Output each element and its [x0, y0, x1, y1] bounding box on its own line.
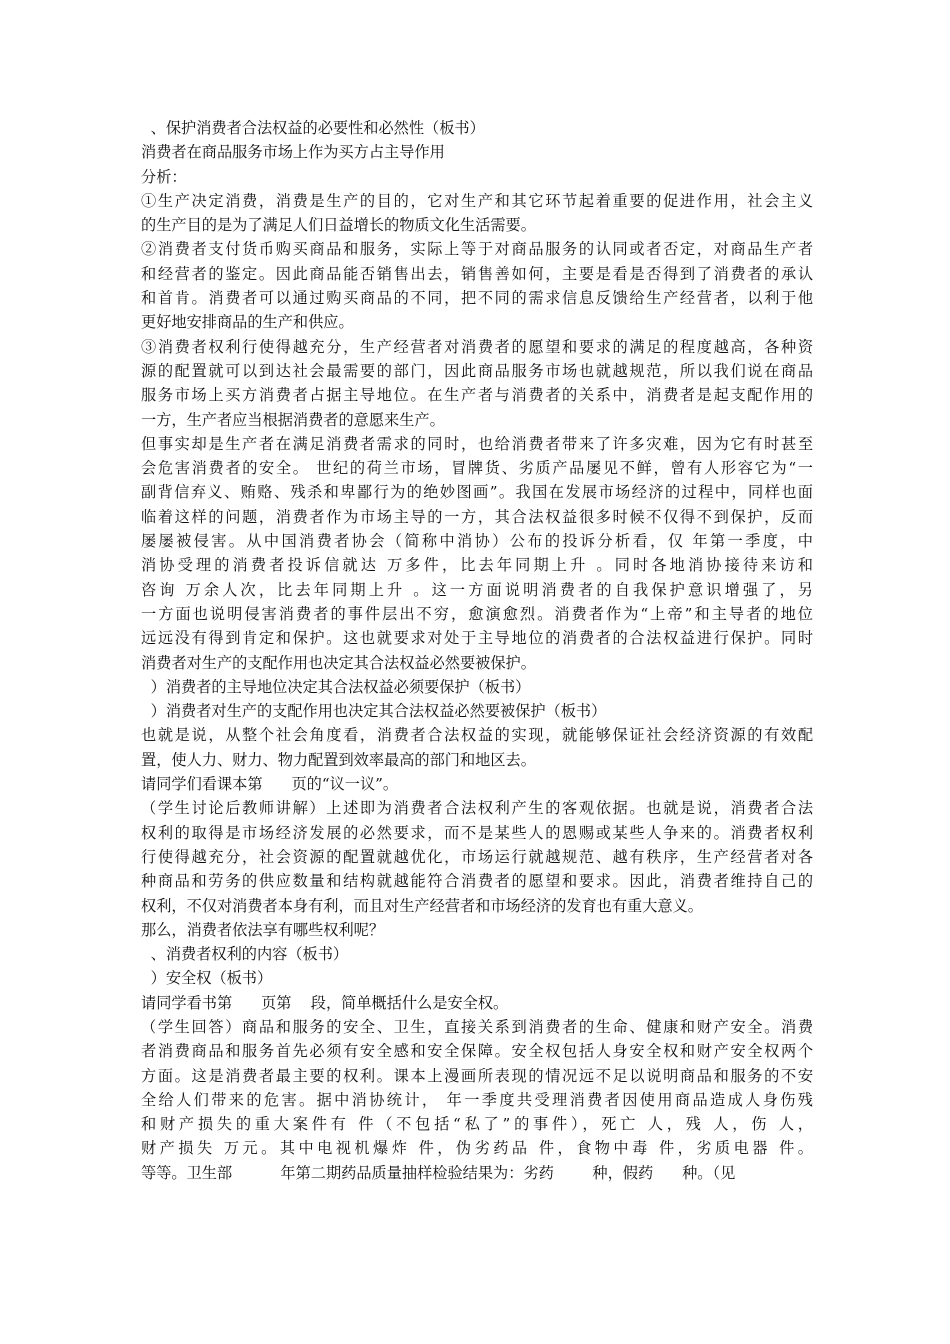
text-line: ①生产决定消费，消费是生产的目的，它对生产和其它环节起着重要的促进作用，社会主义 — [141, 191, 813, 210]
text-line: 服务市场上买方消费者占据主导地位。在生产者与消费者的关系中，消费者是起支配作用的 — [141, 386, 813, 405]
text-line: 副背信弃义、贿赂、残杀和卑鄙行为的绝妙图画”。我国在发展市场经济的过程中，同样也面 — [141, 483, 813, 502]
text-line: ）安全权（板书） — [141, 969, 273, 988]
text-line: 分析： — [141, 167, 187, 186]
text-line: ②消费者支付货币购买商品和服务，实际上等于对商品服务的认同或者否定，对商品生产者 — [141, 240, 813, 259]
text-line: （学生回答）商品和服务的安全、卫生，直接关系到消费者的生命、健康和财产安全。消费 — [141, 1017, 813, 1036]
text-line: ）消费者的主导地位决定其合法权益必须要保护（板书） — [141, 677, 531, 696]
text-line: 远远没有得到肯定和保护。这也就要求对处于主导地位的消费者的合法权益进行保护。同时 — [141, 629, 813, 648]
text-line: 权利的取得是市场经济发展的必然要求，而不是某些人的恩赐或某些人争来的。消费者权利 — [141, 823, 813, 842]
text-line: 请同学看书第 页第 段，简单概括什么是安全权。 — [141, 993, 509, 1012]
text-line: 权利，不仅对消费者本身有利，而且对生产经营者和市场经济的发育也有重大意义。 — [141, 896, 703, 915]
text-line: 和财产损失的重大案件有 件（不包括“私了”的事件），死亡 人，残 人，伤 人， — [141, 1115, 813, 1134]
text-line: 一方，生产者应当根据消费者的意愿来生产。 — [141, 410, 445, 429]
text-line: 的生产目的是为了满足人们日益增长的物质文化生活需要。 — [141, 216, 536, 235]
text-line: 、保护消费者合法权益的必要性和必然性（板书） — [141, 119, 485, 137]
text-line: 、消费者权利的内容（板书） — [141, 945, 349, 964]
text-line: 消协受理的消费者投诉信就达 万多件，比去年同期上升 。同时各地消协接待来访和 — [141, 556, 813, 575]
text-line: 方面。这是消费者最主要的权利。课本上漫画所表现的情况远不足以说明商品和服务的不安 — [141, 1066, 813, 1085]
text-line: 一方面也说明侵害消费者的事件层出不穷，愈演愈烈。消费者作为“上帝”和主导者的地位 — [141, 604, 813, 623]
text-line: 置，使人力、财力、物力配置到效率最高的部门和地区去。 — [141, 750, 536, 769]
text-line: 消费者在商品服务市场上作为买方占主导作用 — [141, 143, 445, 162]
text-line: 咨询 万余人次，比去年同期上升 。这一方面说明消费者的自我保护意识增强了，另 — [141, 580, 813, 599]
text-line: 请同学们看课本第 页的“议一议”。 — [141, 775, 399, 794]
text-line: 也就是说，从整个社会角度看，消费者合法权益的实现，就能够保证社会经济资源的有效配 — [141, 726, 813, 745]
text-line: 者消费商品和服务首先必须有安全感和安全保障。安全权包括人身安全权和财产安全权两个 — [141, 1042, 813, 1061]
text-line: 种商品和劳务的供应数量和结构就越能符合消费者的愿望和要求。因此，消费者维持自己的 — [141, 872, 813, 891]
text-line: 财产损失 万元。其中电视机爆炸 件，伪劣药品 件，食物中毒 件，劣质电器 件。 — [141, 1139, 813, 1158]
text-line: 那么，消费者依法享有哪些权利呢？ — [141, 920, 384, 939]
document-page — [141, 116, 813, 1185]
text-line: 但事实却是生产者在满足消费者需求的同时，也给消费者带来了许多灾难，因为它有时甚至 — [141, 434, 813, 453]
text-line: 等等。卫生部 年第二期药品质量抽样检验结果为：劣药 种，假药 种。（见 — [141, 1163, 736, 1182]
text-line: 更好地安排商品的生产和供应。 — [141, 313, 354, 332]
text-line: 全给人们带来的危害。据中消协统计， 年一季度共受理消费者因使用商品造成人身伤残 — [141, 1090, 813, 1109]
text-line: ③消费者权利行使得越充分，生产经营者对消费者的愿望和要求的满足的程度越高，各种资 — [141, 337, 813, 356]
text-line: ）消费者对生产的支配作用也决定其合法权益必然要被保护（板书） — [141, 702, 607, 721]
text-line: 临着这样的问题，消费者作为市场主导的一方，其合法权益很多时候不仅得不到保护，反而 — [141, 507, 813, 526]
document-body — [141, 116, 813, 1185]
text-line: 源的配置就可以到达社会最需要的部门，因此商品服务市场也就越规范，所以我们说在商品 — [141, 361, 813, 380]
text-line: 和首肯。消费者可以通过购买商品的不同，把不同的需求信息反馈给生产经营者，以利于他 — [141, 289, 813, 308]
text-line: 和经营者的鉴定。因此商品能否销售出去，销售善如何，主要是看是否得到了消费者的承认 — [141, 264, 813, 283]
text-line: 消费者对生产的支配作用也决定其合法权益必然要被保护。 — [141, 653, 536, 672]
text-line: （学生讨论后教师讲解）上述即为消费者合法权利产生的客观依据。也就是说，消费者合法 — [141, 799, 813, 818]
text-line: 行使得越充分，社会资源的配置就越优化，市场运行就越规范、越有秩序，生产经营者对各 — [141, 847, 813, 866]
text-line: 屡屡被侵害。从中国消费者协会（简称中消协）公布的投诉分析看，仅 年第一季度，中 — [141, 532, 813, 551]
text-line: 会危害消费者的安全。 世纪的荷兰市场，冒牌货、劣质产品屡见不鲜，曾有人形容它为“一 — [141, 459, 813, 478]
